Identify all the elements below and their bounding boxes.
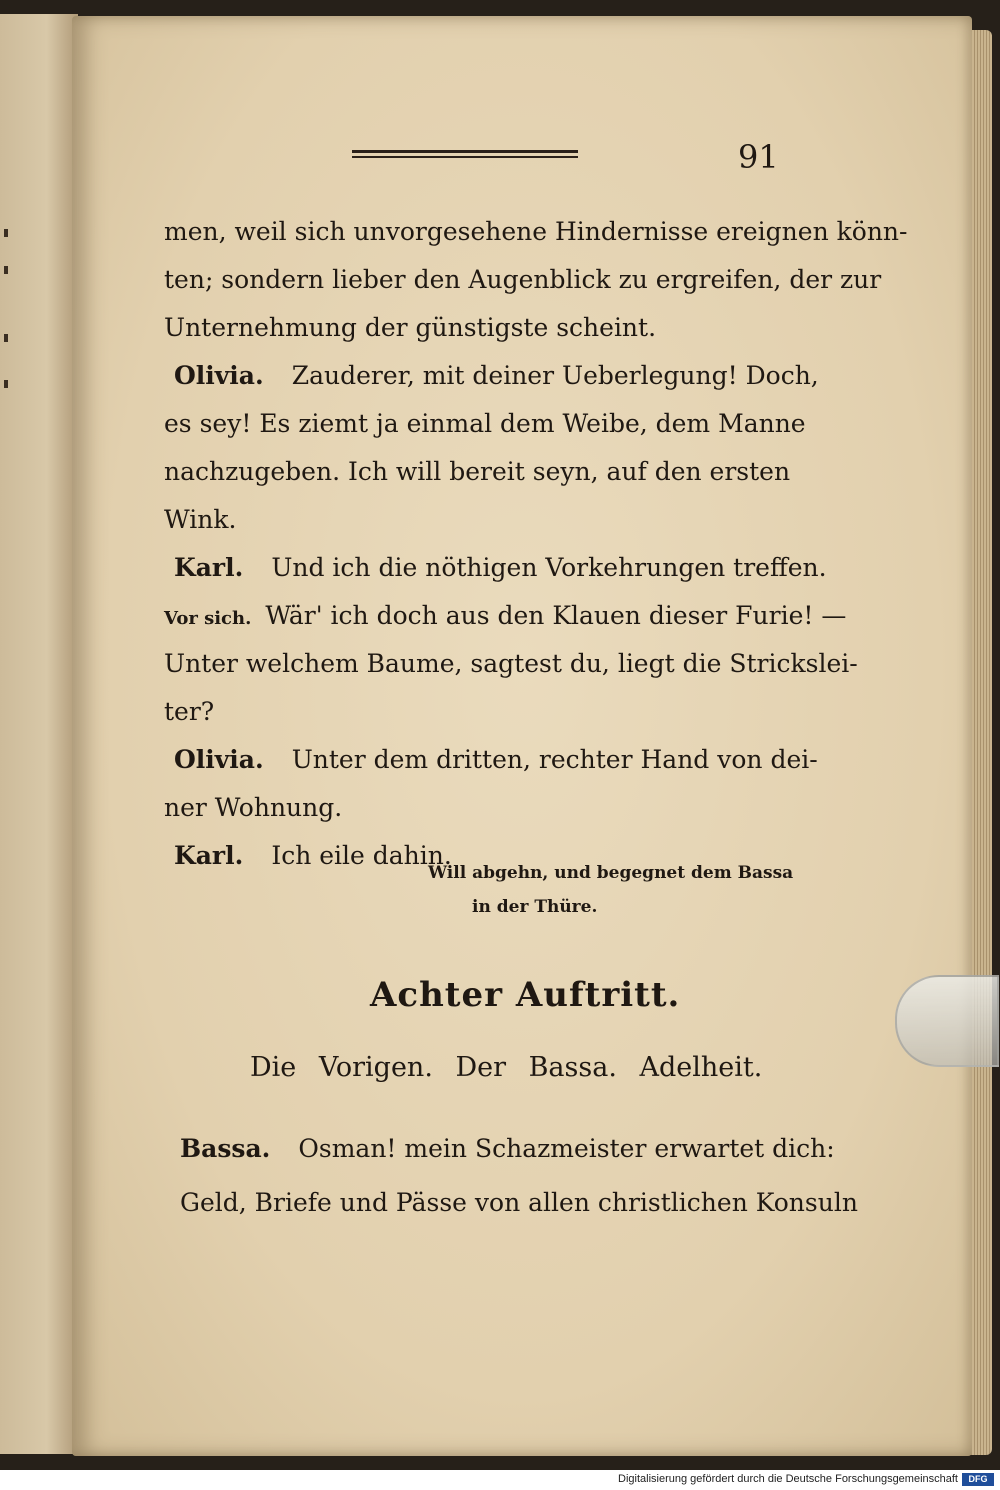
- speaker-name: Karl.: [174, 553, 244, 582]
- dfg-logo: DFG: [962, 1473, 994, 1486]
- edge-mark: [4, 229, 8, 237]
- aside-line: [164, 592, 847, 640]
- stage-direction-line: in der Thüre.: [472, 897, 598, 917]
- edge-mark: [4, 380, 8, 388]
- speaker-name: Olivia.: [174, 745, 264, 774]
- left-page-edge: [0, 14, 78, 1454]
- speech-line: [164, 352, 819, 400]
- text-block-bottom: [180, 1122, 858, 1230]
- text-line: men, weil sich unvorgesehene Hindernisse ereignen könn-: [164, 217, 908, 246]
- scene-persons: Die Vorigen. Der Bassa. Adelheit.: [250, 1052, 763, 1083]
- footer-credit: Digitalisierung gefördert durch die Deutsche Forschungsgemeinschaft: [618, 1473, 958, 1485]
- aside-marker: Vor sich.: [164, 608, 252, 629]
- text-line: nachzugeben. Ich will bereit seyn, auf den ersten: [164, 457, 791, 486]
- speech-text: Osman! mein Schazmeister erwartet dich:: [298, 1134, 835, 1163]
- speaker-name: Bassa.: [180, 1134, 271, 1163]
- page-clip: [895, 975, 999, 1067]
- speaker-name: Karl.: [174, 841, 244, 870]
- speech-line: [164, 544, 827, 592]
- speech-text: Zauderer, mit deiner Ueberlegung! Doch,: [291, 361, 819, 390]
- text-line: es sey! Es ziemt ja einmal dem Weibe, dem Manne: [164, 409, 806, 438]
- page-number: 91: [738, 138, 779, 176]
- speech-line: [180, 1122, 835, 1176]
- footer-bar: [0, 1470, 1000, 1490]
- speech-line: [164, 736, 818, 784]
- speech-text: Unter dem dritten, rechter Hand von dei-: [291, 745, 818, 774]
- text-block: [164, 208, 908, 880]
- text-line: Unter welchem Baume, sagtest du, liegt die Strickslei-: [164, 649, 858, 678]
- text-line: ten; sondern lieber den Augenblick zu ergreifen, der zur: [164, 265, 882, 294]
- edge-mark: [4, 266, 8, 274]
- speech-text: Ich eile dahin.: [271, 841, 452, 870]
- text-line: ner Wohnung.: [164, 793, 343, 822]
- stage-direction: [428, 856, 808, 924]
- text-line: ter?: [164, 697, 215, 726]
- stage-direction-line: Will abgehn, und begegnet dem Bassa: [428, 863, 794, 883]
- scene-title: Achter Auftritt.: [370, 975, 681, 1015]
- speaker-name: Olivia.: [174, 361, 264, 390]
- speech-text: Wär' ich doch aus den Klauen dieser Furie! —: [265, 601, 847, 630]
- edge-mark: [4, 334, 8, 342]
- text-line: Geld, Briefe und Pässe von allen christlichen Konsuln: [180, 1188, 858, 1217]
- header-rule: [352, 150, 578, 158]
- text-line: Unternehmung der günstigste scheint.: [164, 313, 657, 342]
- text-line: Wink.: [164, 505, 237, 534]
- speech-text: Und ich die nöthigen Vorkehrungen treffen.: [271, 553, 827, 582]
